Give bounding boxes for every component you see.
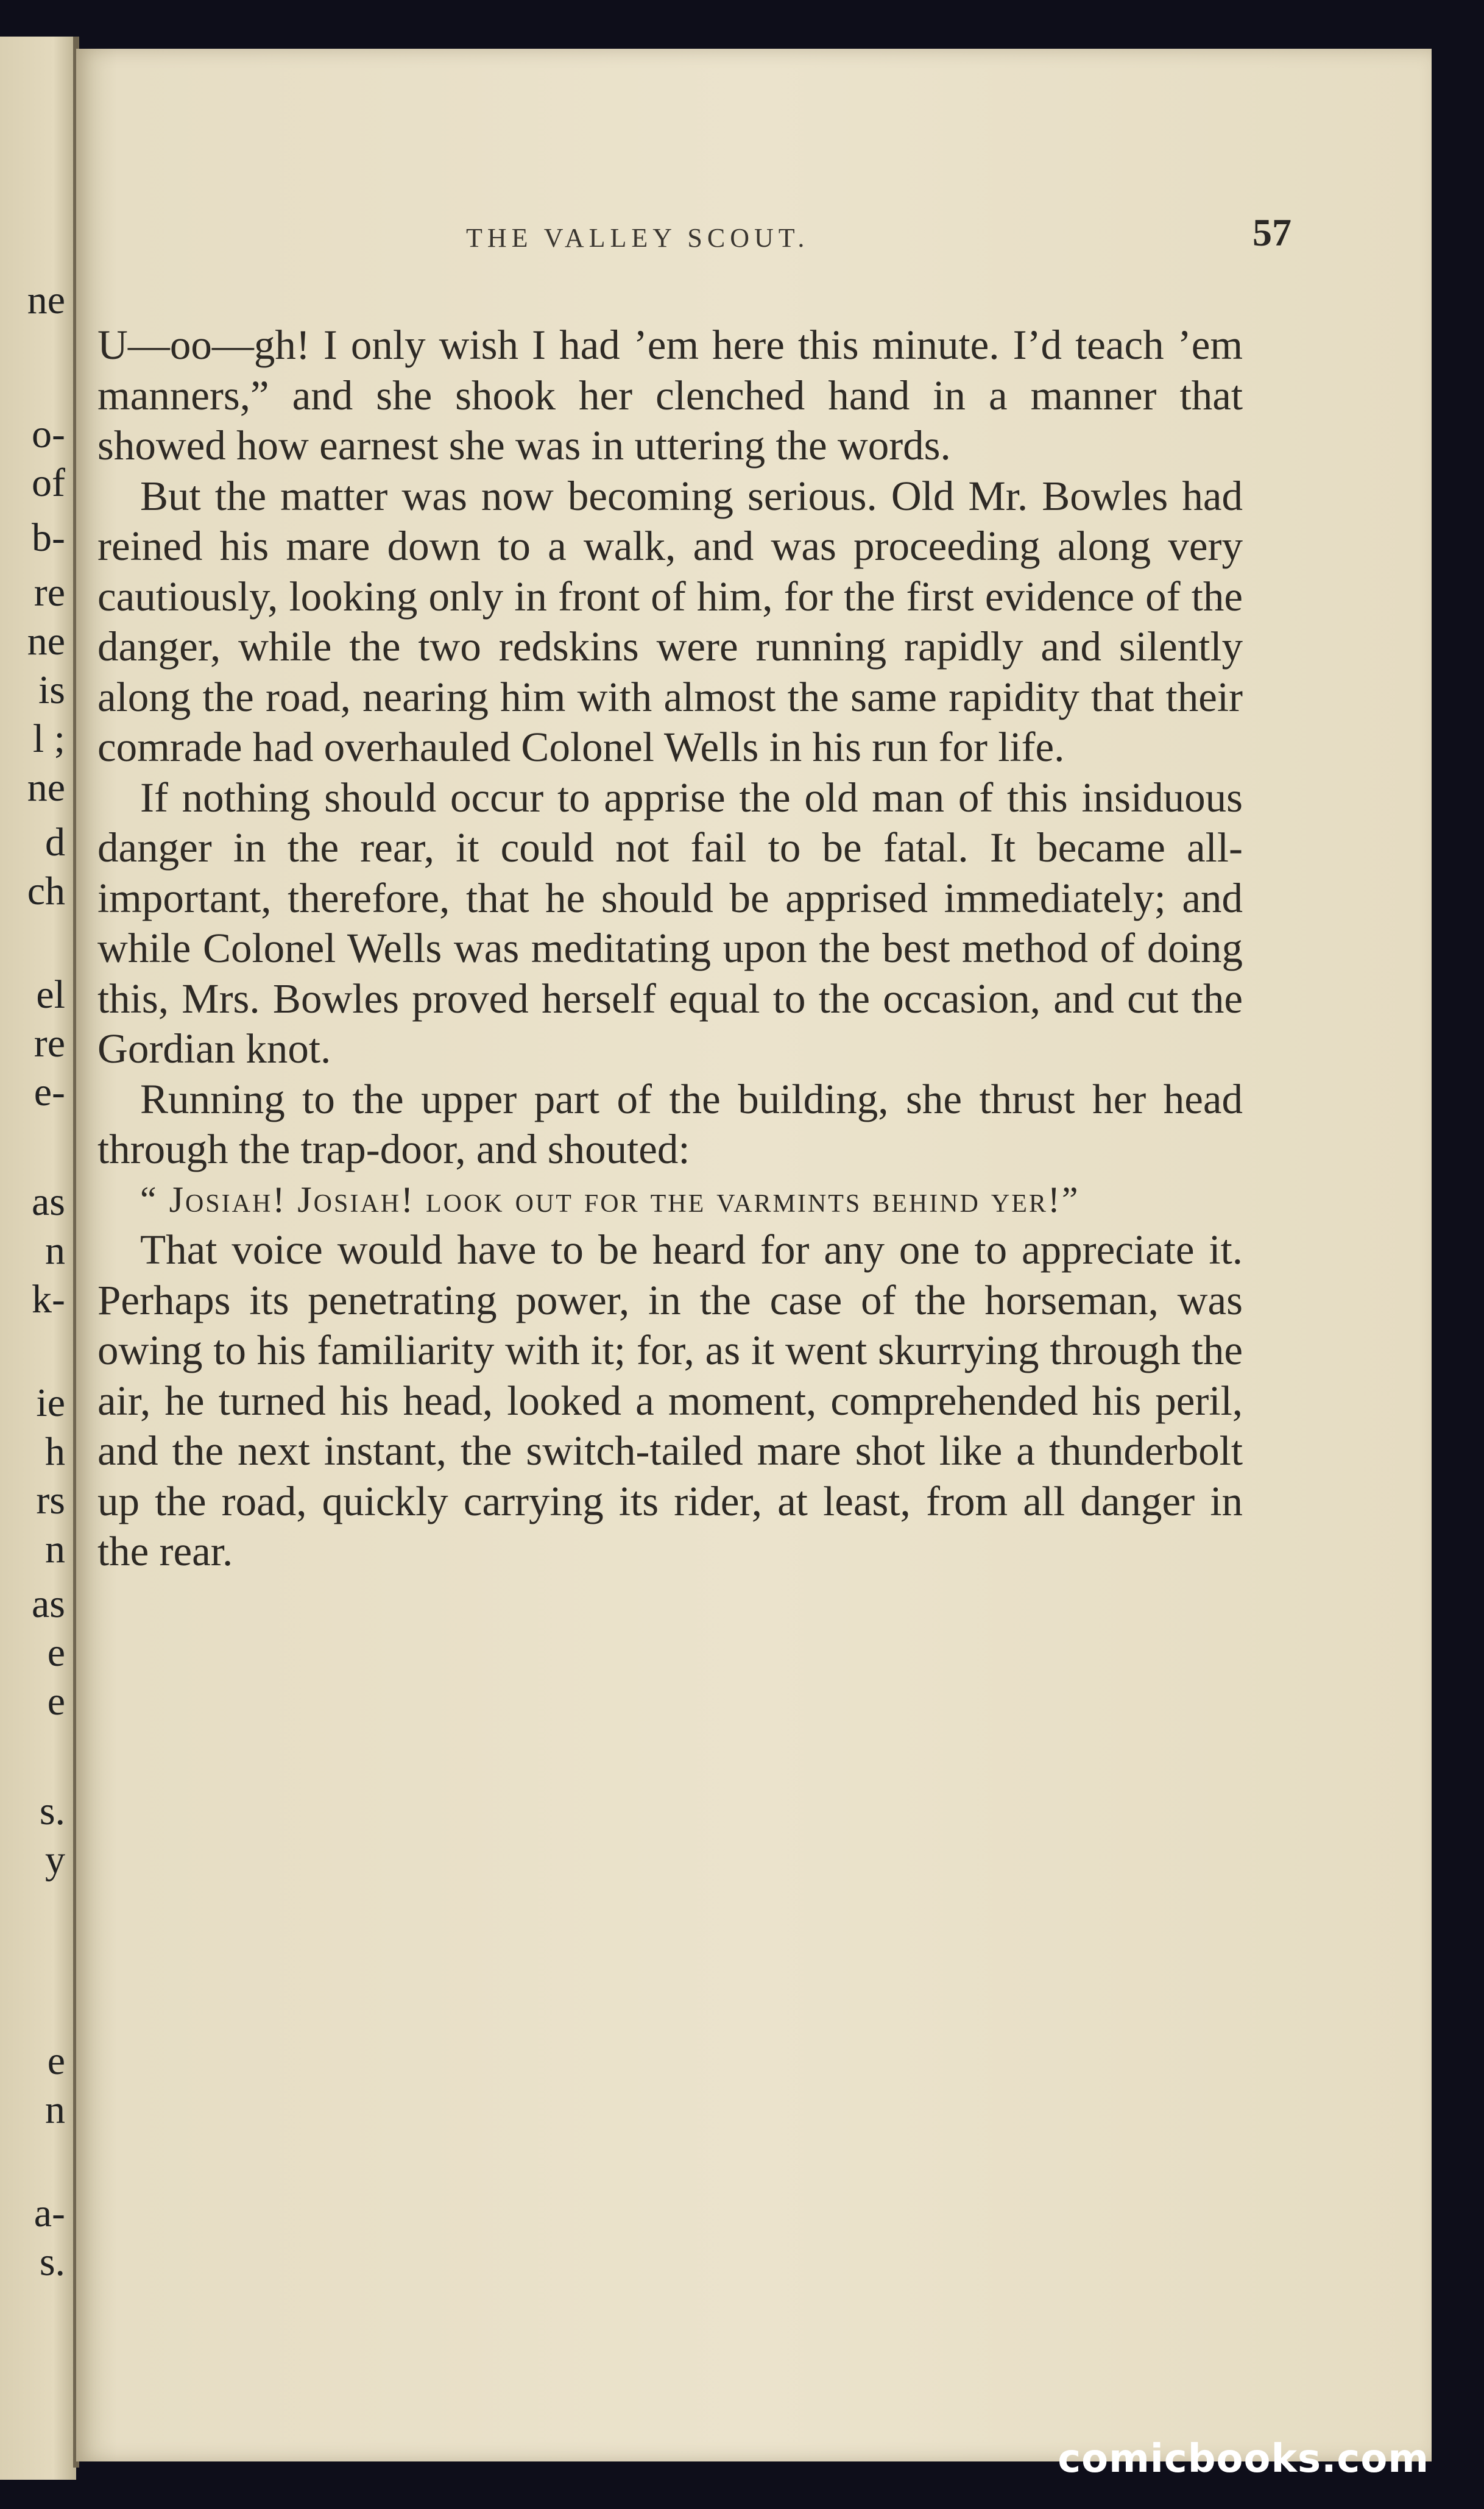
facing-page-fragment: a- — [34, 2191, 65, 2235]
facing-page-fragment: h — [45, 1429, 65, 1474]
facing-page-fragment: is — [38, 668, 65, 712]
facing-page-fragment: e — [47, 1679, 65, 1724]
running-head — [76, 210, 1432, 271]
facing-page-fragment: s. — [39, 2240, 65, 2284]
facing-page-fragment: as — [32, 1582, 65, 1626]
facing-page-fragment: n — [45, 1228, 65, 1273]
facing-page-fragment: s. — [39, 1789, 65, 1833]
facing-page-fragment: ie — [36, 1381, 65, 1425]
facing-page-fragment: e — [47, 1630, 65, 1675]
paragraph-6: That voice would have to be heard for any one to appreciate it. Perhaps its penetrating power, in the case of the horseman, was owing to his familiarity with it; for, as it went skurrying through the air, he turned his head, looked a moment, comprehended his peril, and the next instant, the switch-tailed mare shot like a thunderbolt up the road, quickly carrying its rider, at least, from all danger in the rear. — [97, 1226, 1243, 1574]
shouted-line: “ Josiah! Josiah! look out for the varmints behind yer!” — [140, 1179, 1080, 1220]
watermark: comicbooks.com — [1058, 2436, 1429, 2482]
paragraph-2: But the matter was now becoming serious. Old Mr. Bowles had reined his mare down to a walk, and was proceeding along very cautiously, looking only in front of him, for the first evidence of the danger, while the two redskins were running rapidly and silently along the road, nearing him with almost the same rapidity that their comrade had overhauled Colonel Wells in his run for life. — [97, 472, 1243, 770]
paragraph-4: Running to the upper part of the building, she thrust her head through the trap-door, and shouted: — [97, 1075, 1243, 1172]
facing-page-fragment: ne — [27, 619, 65, 664]
running-title: THE VALLEY SCOUT. — [466, 223, 810, 253]
facing-page-fragment: y — [45, 1838, 65, 1882]
facing-page-fragment: b- — [32, 515, 65, 560]
facing-page-fragment: re — [34, 570, 65, 615]
facing-page-fragment: ch — [27, 869, 65, 913]
book-page — [76, 49, 1432, 2461]
facing-page-fragment: k- — [32, 1277, 65, 1322]
paragraph-3: If nothing should occur to apprise the old man of this insiduous danger in the rear, it could not fail to be fatal. It became all-important, therefore, that he should be apprised immediately; and while Colonel Wells was meditating upon the best method of doing this, Mrs. Bowles proved herself equal to the occasion, and cut the Gordian knot. — [97, 774, 1243, 1072]
facing-page-fragment: re — [34, 1021, 65, 1066]
facing-page-fragment: n — [45, 2087, 65, 2132]
facing-page-fragment: o- — [32, 412, 65, 456]
facing-page-fragment: el — [36, 972, 65, 1017]
facing-page-fragment: n — [45, 1527, 65, 1571]
facing-page-fragment: l ; — [32, 717, 65, 761]
facing-page-edge — [0, 37, 76, 2480]
paragraph-1: U—oo—gh! I only wish I had ’em here this minute. I’d teach ’em manners,” and she shook her clenched hand in a manner that showed how earnest she was in uttering the words. — [97, 322, 1243, 469]
facing-page-fragment: as — [32, 1180, 65, 1224]
page-number: 57 — [1253, 211, 1291, 254]
facing-page-fragment: e- — [34, 1070, 65, 1114]
facing-page-fragment: d — [45, 820, 65, 865]
facing-page-fragment: rs — [36, 1478, 65, 1523]
body-text — [97, 320, 1243, 1577]
facing-page-fragment: ne — [27, 278, 65, 322]
facing-page-fragment: e — [47, 2039, 65, 2083]
facing-page-fragment: ne — [27, 765, 65, 810]
facing-page-fragment: of — [32, 461, 65, 505]
